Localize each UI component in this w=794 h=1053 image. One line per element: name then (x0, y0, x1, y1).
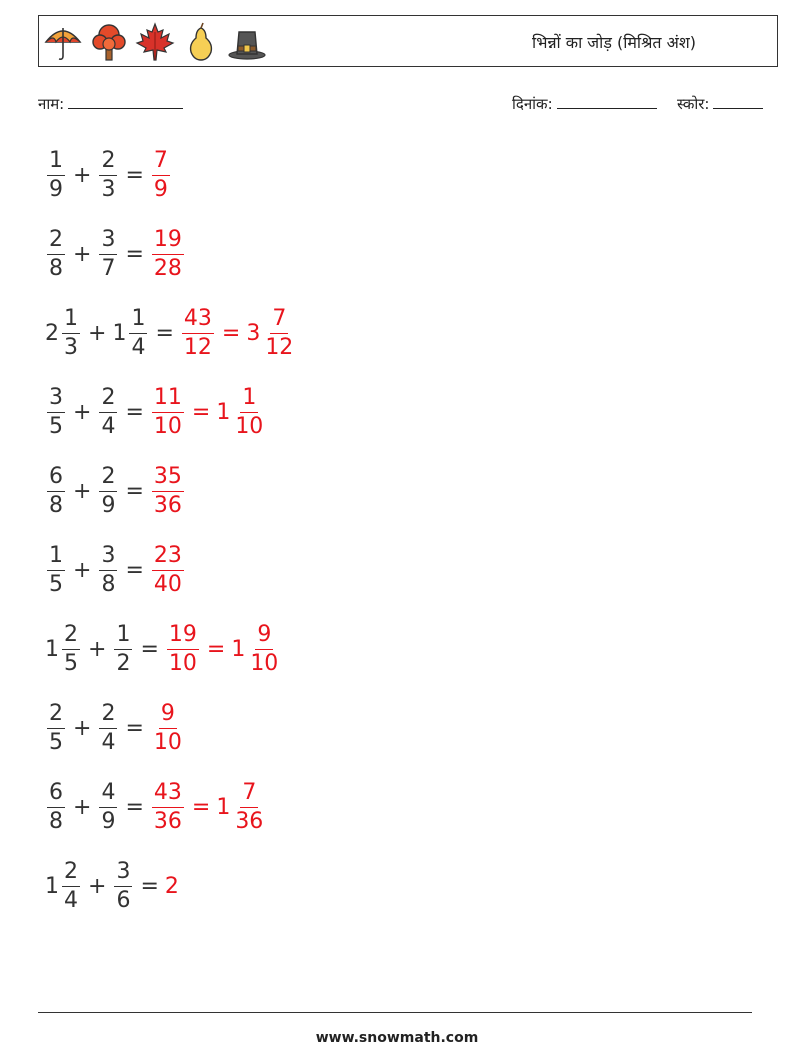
answer-denominator: 10 (168, 650, 197, 676)
equals-sign: = (125, 715, 144, 741)
answer-fraction (152, 700, 184, 755)
plus-sign: + (73, 162, 92, 188)
answer-number (180, 305, 216, 360)
addend-b-numerator: 2 (99, 150, 117, 176)
addend-a-denominator: 5 (49, 571, 63, 597)
addend-b-denominator: 3 (101, 176, 116, 202)
pear-icon (181, 22, 221, 62)
answer-mixed-fraction (248, 621, 280, 676)
page-title: भिन्नों का जोड़ (मिश्रित अंश) (532, 33, 696, 52)
addend-b-number (97, 700, 119, 755)
answer (150, 779, 267, 834)
answer-number (150, 463, 186, 518)
problem-row (45, 774, 267, 840)
plus-sign: + (73, 794, 92, 820)
date-field (512, 94, 657, 114)
answer (150, 463, 186, 518)
answer-numerator: 43 (182, 308, 214, 334)
answer-denominator: 28 (153, 255, 182, 281)
equals-sign: = (155, 320, 174, 346)
addend-b-fraction (114, 858, 132, 913)
answer-mixed-number (216, 384, 267, 439)
addend-b-number (112, 305, 149, 360)
answer-mixed-whole: 1 (216, 794, 231, 820)
addend-a-number (45, 779, 67, 834)
answer-number (150, 147, 172, 202)
answer-mixed-denominator: 36 (235, 808, 264, 834)
equals-sign: = (125, 557, 144, 583)
addend-a-number (45, 226, 67, 281)
addend-b-numerator: 1 (114, 624, 132, 650)
answer-fraction (182, 305, 214, 360)
answer-denominator: 40 (153, 571, 182, 597)
addend-a-numerator: 2 (62, 861, 80, 887)
addend-b-number (97, 384, 119, 439)
addend-b-numerator: 2 (99, 387, 117, 413)
answer-denominator: 10 (153, 413, 182, 439)
addend-b-numerator: 3 (99, 229, 117, 255)
addend-a-number (45, 542, 67, 597)
addend-b-numerator: 2 (99, 466, 117, 492)
answer-fraction (152, 226, 184, 281)
score-blank (713, 94, 763, 109)
answer-mixed-number (231, 621, 282, 676)
addend-b-numerator: 3 (114, 861, 132, 887)
answer-mixed-whole: 3 (246, 320, 261, 346)
addend-a-fraction (47, 147, 65, 202)
answer-fraction (152, 542, 184, 597)
addend-b-numerator: 4 (99, 782, 117, 808)
addend-a-whole: 2 (45, 320, 59, 346)
addend-b-number (97, 147, 119, 202)
addend-b-fraction (99, 384, 117, 439)
answer-numerator: 43 (152, 782, 184, 808)
equals-sign: = (125, 794, 144, 820)
answer-mixed-whole: 1 (231, 636, 246, 662)
addend-b-denominator: 9 (101, 808, 116, 834)
addend-a-number (45, 147, 67, 202)
plus-sign: + (73, 557, 92, 583)
addend-a-fraction (47, 779, 65, 834)
addend-a-denominator: 8 (49, 492, 63, 518)
addend-b-number (97, 542, 119, 597)
plus-sign: + (73, 478, 92, 504)
addend-b-fraction (99, 542, 117, 597)
plus-sign: + (73, 715, 92, 741)
addend-a-number (45, 621, 82, 676)
header-icons (43, 20, 267, 64)
addend-a-fraction (62, 621, 80, 676)
addend-a-fraction (47, 700, 65, 755)
answer-equals-sign: = (191, 399, 211, 425)
plus-sign: + (88, 320, 107, 346)
answer (150, 147, 172, 202)
answer-numerator: 7 (152, 150, 170, 176)
answer-mixed-denominator: 12 (265, 334, 294, 360)
answer-fraction (152, 779, 184, 834)
answer-mixed-numerator: 1 (240, 387, 258, 413)
answer-numerator: 19 (167, 624, 199, 650)
answer-mixed-numerator: 7 (240, 782, 258, 808)
name-label: नाम: (38, 95, 65, 113)
addend-a-number (45, 305, 82, 360)
addend-b-denominator: 9 (101, 492, 116, 518)
plus-sign: + (88, 636, 107, 662)
plus-sign: + (88, 873, 107, 899)
answer-number (150, 542, 186, 597)
addend-b-fraction (99, 700, 117, 755)
problem-row (45, 853, 180, 919)
answer-mixed-number (246, 305, 297, 360)
answer (180, 305, 297, 360)
equals-sign: = (125, 162, 144, 188)
addend-a-numerator: 6 (47, 466, 65, 492)
equals-sign: = (125, 478, 144, 504)
answer-mixed-fraction (233, 779, 265, 834)
answer-mixed-numerator: 9 (255, 624, 273, 650)
addend-b-numerator: 3 (99, 545, 117, 571)
addend-a-number (45, 384, 67, 439)
answer-numerator: 9 (159, 703, 177, 729)
answer-denominator: 36 (153, 492, 182, 518)
addend-a-whole: 1 (45, 873, 59, 899)
answer-numerator: 11 (152, 387, 184, 413)
footer-divider (38, 1012, 752, 1013)
addend-b-number (97, 463, 119, 518)
addend-a-denominator: 8 (49, 808, 63, 834)
addend-a-fraction (62, 858, 80, 913)
answer-denominator: 10 (153, 729, 182, 755)
answer-mixed-fraction (263, 305, 295, 360)
addend-a-number (45, 858, 82, 913)
addend-a-number (45, 463, 67, 518)
addend-a-numerator: 2 (47, 229, 65, 255)
addend-a-denominator: 8 (49, 255, 63, 281)
addend-a-denominator: 5 (49, 413, 63, 439)
addend-a-numerator: 6 (47, 782, 65, 808)
answer-equals-sign: = (191, 794, 211, 820)
answer (165, 621, 282, 676)
addend-a-whole: 1 (45, 636, 59, 662)
answer-number (165, 621, 201, 676)
addend-b-denominator: 4 (101, 729, 116, 755)
name-blank (68, 94, 183, 109)
score-label: स्कोर: (677, 95, 710, 113)
answer (150, 542, 186, 597)
answer-equals-sign: = (221, 320, 241, 346)
addend-a-fraction (47, 463, 65, 518)
problem-row (45, 616, 282, 682)
addend-a-numerator: 1 (62, 308, 80, 334)
footer-site: www.snowmath.com (315, 1030, 479, 1046)
answer-mixed-fraction (233, 384, 265, 439)
answer-mixed-denominator: 10 (235, 413, 264, 439)
equals-sign: = (125, 241, 144, 267)
answer-denominator: 12 (183, 334, 212, 360)
answer-fraction (152, 384, 184, 439)
maple-leaf-icon (135, 22, 175, 62)
answer-numerator: 23 (152, 545, 184, 571)
addend-b-whole: 1 (112, 320, 127, 346)
addend-b-fraction (99, 147, 117, 202)
addend-a-number (45, 700, 67, 755)
date-label: दिनांक: (512, 95, 553, 113)
plus-sign: + (73, 241, 92, 267)
answer-fraction (167, 621, 199, 676)
problem-row (45, 537, 186, 603)
score-field (677, 94, 763, 114)
addend-b-fraction (129, 305, 147, 360)
problem-row (45, 379, 267, 445)
answer-number (150, 779, 186, 834)
addend-b-numerator: 2 (99, 703, 117, 729)
addend-a-numerator: 2 (47, 703, 65, 729)
answer-fraction (152, 147, 170, 202)
answer-fraction (152, 463, 184, 518)
addend-a-denominator: 5 (64, 650, 78, 676)
problem-row (45, 221, 186, 287)
pilgrim-hat-icon (227, 22, 267, 62)
addend-b-fraction (99, 779, 117, 834)
addend-a-denominator: 3 (64, 334, 78, 360)
answer-mixed-number (216, 779, 267, 834)
addend-b-fraction (99, 463, 117, 518)
addend-b-number (112, 621, 134, 676)
addend-a-fraction (47, 542, 65, 597)
addend-a-numerator: 1 (47, 545, 65, 571)
answer-equals-sign: = (206, 636, 226, 662)
addend-b-denominator: 4 (101, 413, 116, 439)
problem-row (45, 458, 186, 524)
equals-sign: = (125, 399, 144, 425)
addend-b-denominator: 2 (116, 650, 131, 676)
answer-denominator: 36 (153, 808, 182, 834)
answer-denominator: 9 (153, 176, 168, 202)
answer (150, 226, 186, 281)
addend-a-numerator: 3 (47, 387, 65, 413)
addend-b-denominator: 4 (131, 334, 146, 360)
addend-a-denominator: 5 (49, 729, 63, 755)
addend-a-fraction (62, 305, 80, 360)
answer-number (165, 874, 180, 899)
tree-icon (89, 22, 129, 62)
answer-number (150, 226, 186, 281)
addend-b-fraction (99, 226, 117, 281)
answer (150, 700, 186, 755)
addend-b-number (97, 779, 119, 834)
problem-row (45, 142, 172, 208)
addend-a-denominator: 9 (49, 176, 63, 202)
addend-b-fraction (114, 621, 132, 676)
answer (165, 874, 180, 899)
answer (150, 384, 267, 439)
name-field (38, 94, 183, 114)
umbrella-icon (43, 22, 83, 62)
addend-b-denominator: 7 (101, 255, 116, 281)
answer-numerator: 19 (152, 229, 184, 255)
addend-a-fraction (47, 226, 65, 281)
answer-mixed-numerator: 7 (270, 308, 288, 334)
problem-row (45, 695, 186, 761)
header-box (38, 15, 778, 67)
equals-sign: = (140, 873, 159, 899)
plus-sign: + (73, 399, 92, 425)
answer-whole: 2 (164, 873, 179, 899)
addend-a-fraction (47, 384, 65, 439)
addend-a-numerator: 1 (47, 150, 65, 176)
addend-b-denominator: 6 (116, 887, 131, 913)
addend-a-denominator: 4 (64, 887, 78, 913)
addend-b-number (112, 858, 134, 913)
problem-row (45, 300, 297, 366)
answer-number (150, 384, 186, 439)
answer-mixed-whole: 1 (216, 399, 231, 425)
addend-b-denominator: 8 (101, 571, 116, 597)
answer-numerator: 35 (152, 466, 184, 492)
addend-b-numerator: 1 (129, 308, 147, 334)
date-blank (557, 94, 657, 109)
answer-number (150, 700, 186, 755)
answer-mixed-denominator: 10 (250, 650, 279, 676)
addend-a-numerator: 2 (62, 624, 80, 650)
equals-sign: = (140, 636, 159, 662)
addend-b-number (97, 226, 119, 281)
